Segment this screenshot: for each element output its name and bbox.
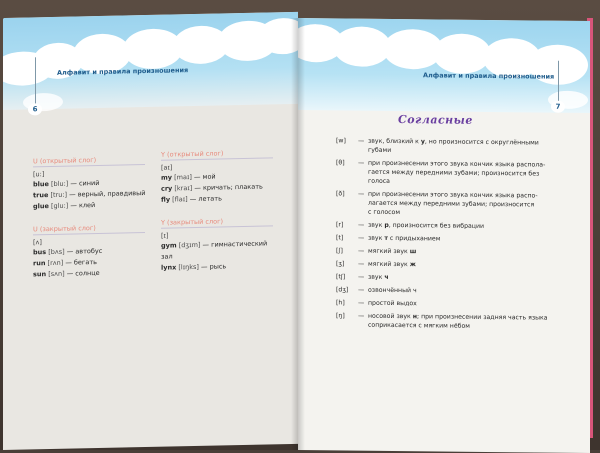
description — [368, 286, 573, 297]
word-row: true [tru:] — верный, правдивый — [33, 189, 146, 200]
word-row: glue [glu:] — клей — [33, 201, 96, 211]
page-heading: Согласные — [398, 113, 473, 127]
section-title: Y (закрытый слог) — [161, 217, 224, 227]
consonant-row — [336, 136, 581, 157]
word-row: my [maɪ] — мой — [161, 172, 216, 182]
word-row: sun [sʌn] — солнце — [33, 268, 100, 279]
ipa-symbol: [ʌ] — [33, 238, 42, 247]
ipa-symbol: [aɪ] — [161, 163, 173, 172]
section-title: U (открытый слог) — [33, 156, 97, 166]
consonant-row — [336, 259, 581, 271]
phonetic-symbol: [w] — [336, 137, 346, 145]
cloud-band — [298, 18, 590, 113]
consonant-row — [336, 158, 581, 188]
word-row: gym [dʒɪm] — гимнастический — [161, 239, 268, 250]
description — [368, 159, 573, 188]
description-line: озвончённый ч — [368, 286, 417, 295]
description — [368, 137, 573, 157]
consonant-row — [336, 220, 581, 232]
running-title: Алфавит и правила произношения — [57, 66, 189, 77]
phonetic-symbol: [θ] — [336, 159, 345, 167]
phonetic-symbol: [tʃ] — [336, 273, 346, 281]
phonetic-symbol: [r] — [336, 221, 344, 229]
dash: — — [358, 190, 365, 198]
page-number: 7 — [551, 101, 565, 113]
book-spine — [291, 18, 305, 450]
right-page — [298, 18, 590, 453]
description — [368, 234, 573, 245]
phonetic-symbol: [h] — [336, 299, 345, 307]
section-title: U (закрытый слог) — [33, 224, 96, 234]
dash: — — [358, 137, 365, 145]
cloud-band — [3, 12, 298, 110]
description-line: звук т с придыханием — [368, 234, 441, 243]
dash: — — [358, 159, 365, 167]
description-line: гается между передними зубами; произносится без — [368, 168, 540, 178]
description-line: мягкий звук ш — [368, 247, 417, 256]
consonant-row — [336, 311, 581, 332]
word-row: lynx [lɪŋks] — рысь — [161, 262, 227, 272]
consonant-row — [336, 233, 581, 245]
phonetic-symbol: [dʒ] — [336, 286, 349, 294]
description-line: звук ч — [368, 273, 389, 281]
word-row: run [rʌn] — бегать — [33, 258, 97, 268]
description-line: звук р, произносится без вибрации — [368, 221, 485, 230]
consonant-row — [336, 189, 581, 219]
dash: — — [358, 299, 365, 307]
description — [368, 312, 573, 332]
description-line: лагается между передними зубами; произносится — [368, 199, 535, 209]
word-row: blue [blu:] — синий — [33, 178, 100, 189]
ipa-symbol: [ɪ] — [161, 231, 169, 240]
consonant-row — [336, 272, 581, 284]
description-line: мягкий звук ж — [368, 260, 416, 269]
description-line: при произнесении этого звука кончик языка распола- — [368, 159, 546, 169]
section-title: Y (открытый слог) — [161, 149, 224, 159]
description — [368, 190, 573, 219]
dash: — — [358, 273, 365, 281]
dash: — — [358, 247, 365, 255]
running-title: Алфавит и правила произношения — [423, 71, 555, 81]
phonetic-symbol: [ð] — [336, 190, 345, 198]
description — [368, 247, 573, 258]
ipa-symbol: [u:] — [33, 170, 45, 179]
description-line: голоса — [368, 177, 390, 185]
word-row: cry [kraɪ] — кричать; плакать — [161, 182, 263, 193]
dash: — — [358, 234, 365, 242]
open-book — [3, 18, 593, 450]
word-row: fly [flaɪ] — летать — [161, 194, 222, 204]
phonetic-symbol: [ŋ] — [336, 312, 345, 320]
description-line: губами — [368, 146, 392, 154]
dash: — — [358, 221, 365, 229]
description-line: носовой звук н; при произнесении задняя часть языка — [368, 312, 548, 322]
phonetic-symbol: [t] — [336, 234, 344, 242]
consonant-row — [336, 298, 581, 310]
consonant-row — [336, 246, 581, 258]
description-line: при произнесении этого звука кончик языка распо- — [368, 190, 538, 200]
dash: — — [358, 312, 365, 320]
description-line: звук, близкий к у, но произносится с округлёнными — [368, 137, 539, 147]
phonetic-symbol: [ʒ] — [336, 260, 345, 268]
description — [368, 299, 573, 310]
description — [368, 221, 573, 232]
dash: — — [358, 286, 365, 294]
word-row: зал — [161, 252, 173, 261]
description — [368, 273, 573, 284]
description-line: соприкасается с мягким нёбом — [368, 321, 470, 330]
word-row: bus [bʌs] — автобус — [33, 246, 103, 257]
description-line: простой выдох — [368, 299, 417, 308]
dash: — — [358, 260, 365, 268]
consonant-row — [336, 285, 581, 297]
phonetic-symbol: [ʃ] — [336, 247, 343, 255]
page-number: 6 — [28, 103, 42, 115]
left-page — [3, 12, 298, 450]
description — [368, 260, 573, 271]
description-line: с голосом — [368, 208, 401, 217]
